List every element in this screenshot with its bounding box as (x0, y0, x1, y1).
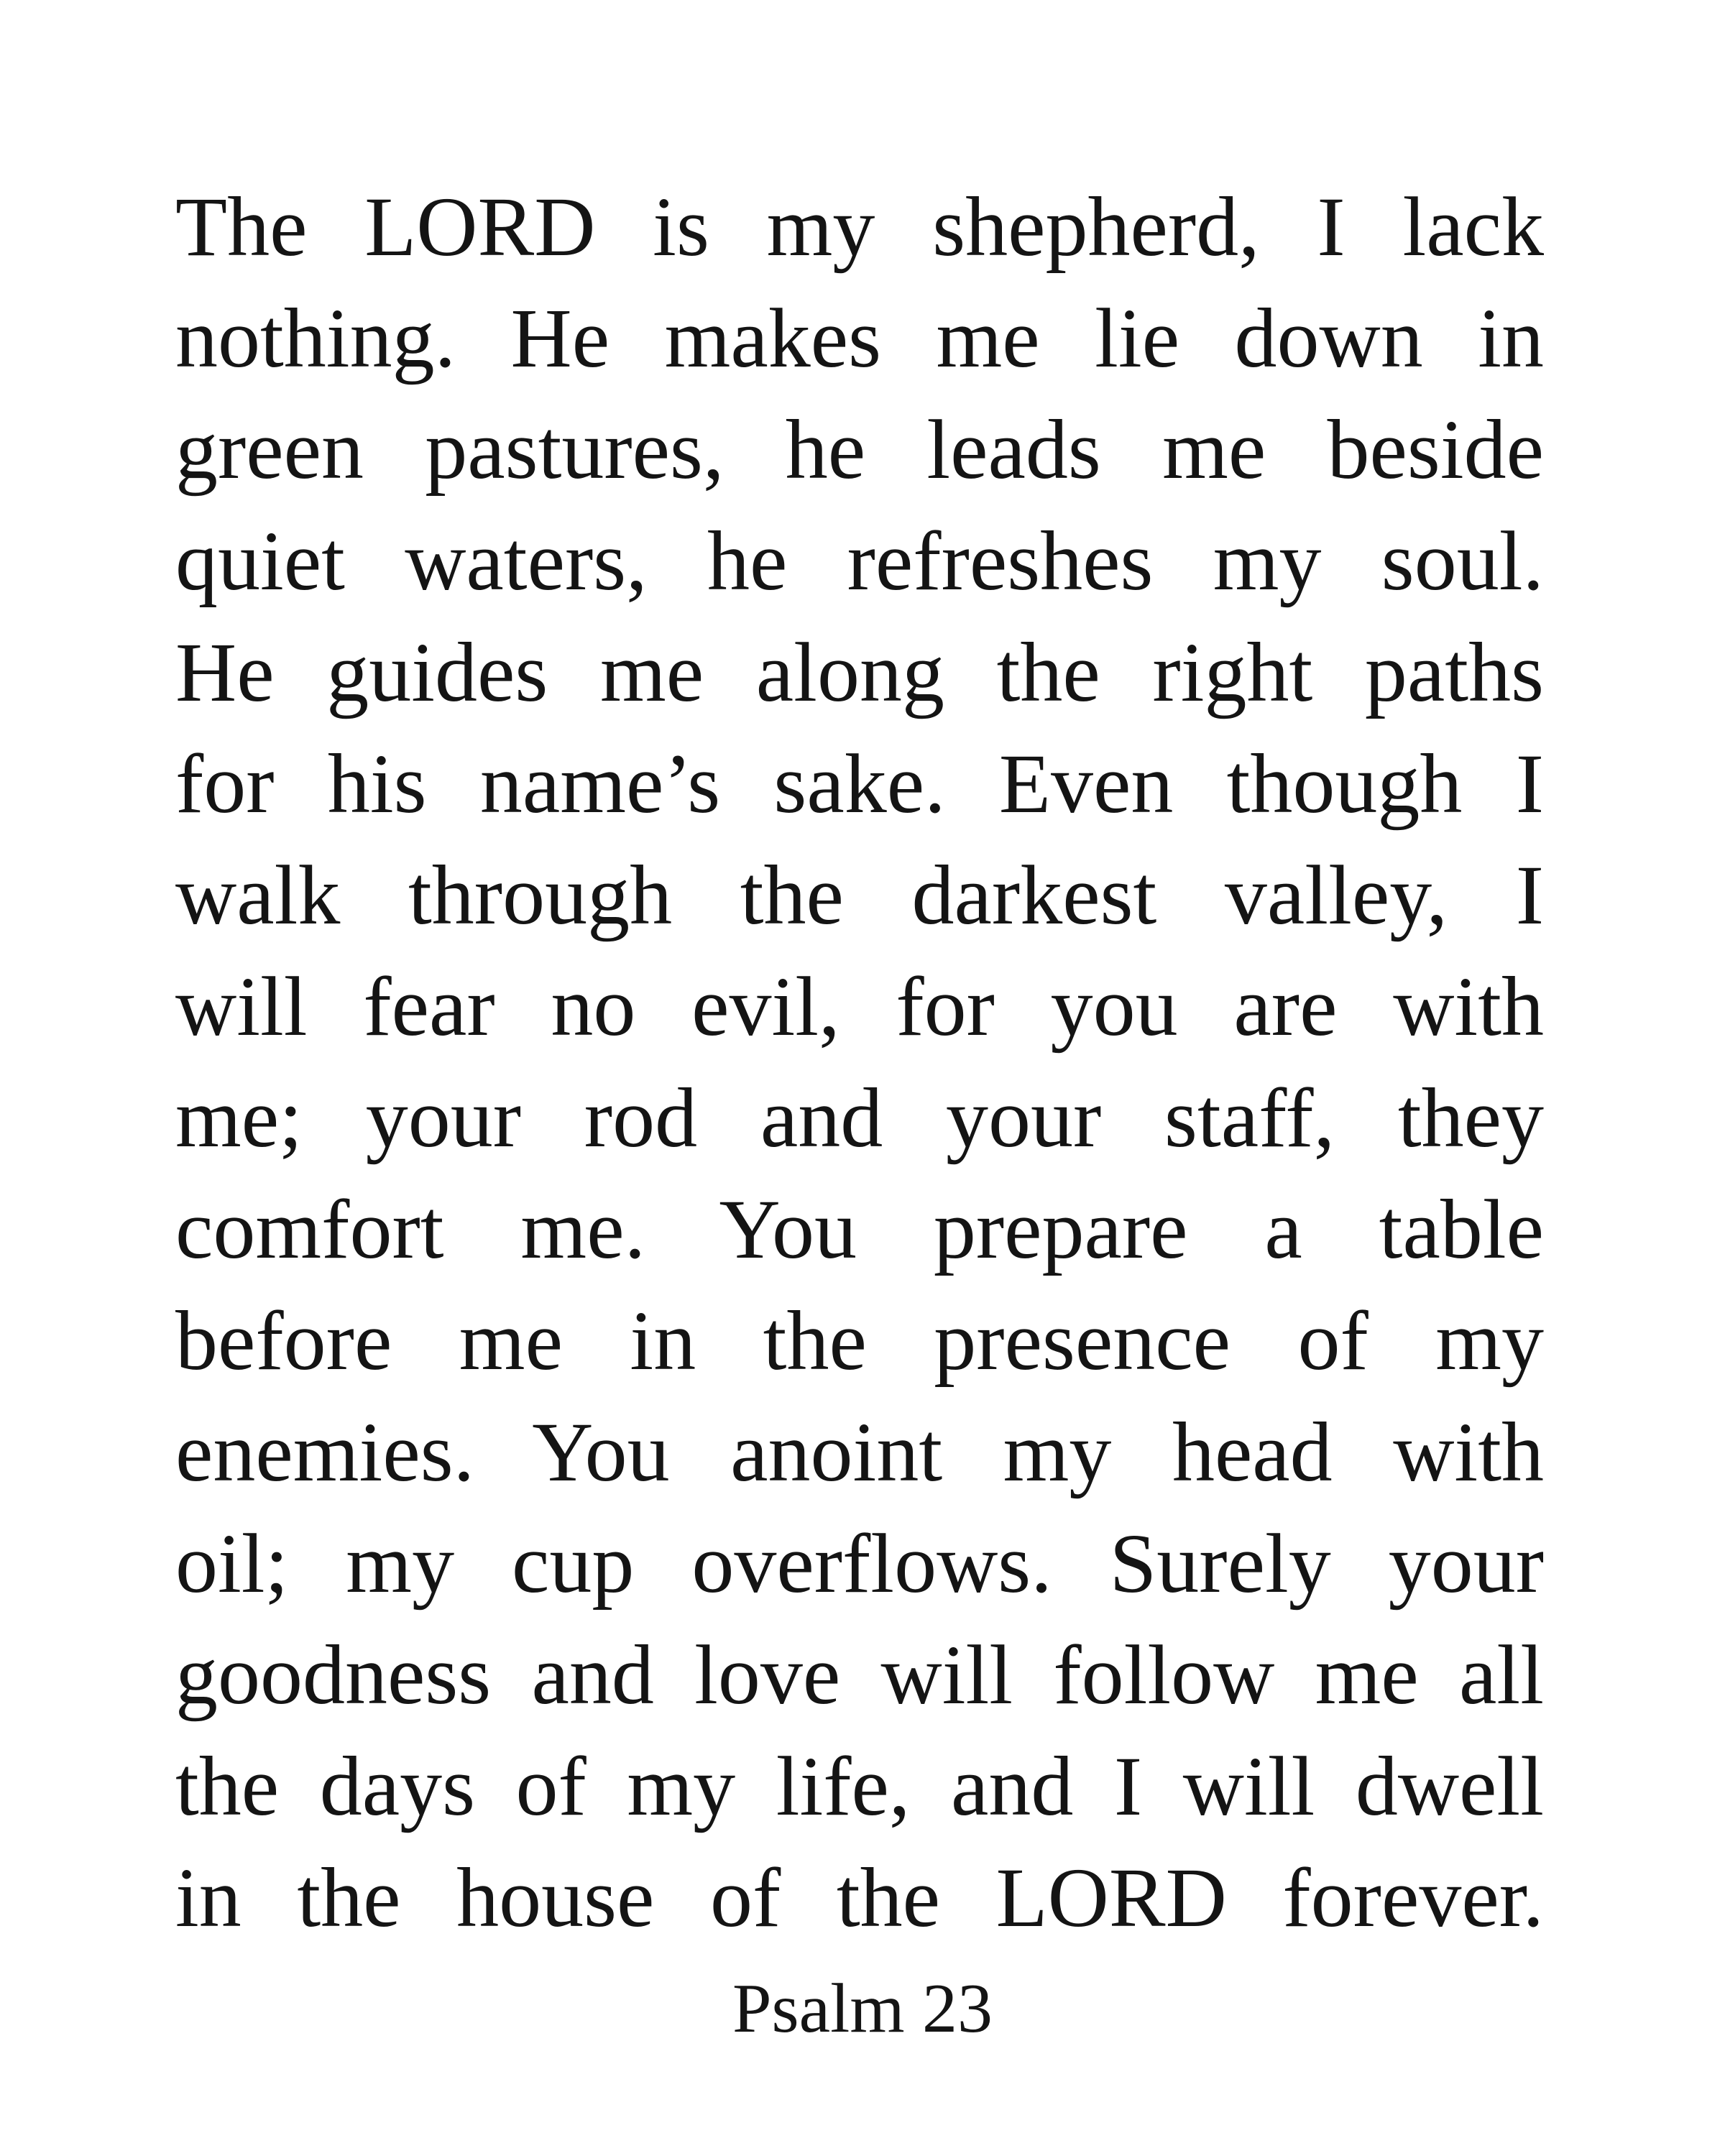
passage-line: walk through the darkest valley, I (175, 848, 1544, 942)
passage-line: The LORD is my shepherd, I lack (175, 180, 1544, 274)
passage-line: quiet waters, he refreshes my soul. (175, 514, 1544, 608)
passage-line: goodness and love will follow me all (175, 1628, 1544, 1722)
passage-line: nothing. He makes me lie down in (175, 291, 1544, 385)
passage-line: will fear no evil, for you are with (175, 959, 1544, 1054)
passage-line: comfort me. You prepare a table (175, 1182, 1544, 1276)
passage-line: He guides me along the right paths (175, 625, 1544, 719)
passage-line: before me in the presence of my (175, 1294, 1544, 1388)
passage-line: the days of my life, and I will dwell (175, 1739, 1544, 1833)
passage-line: me; your rod and your staff, they (175, 1071, 1544, 1165)
passage-line: oil; my cup overflows. Surely your (175, 1516, 1544, 1611)
passage-line: in the house of the LORD forever. (175, 1851, 1544, 1945)
scripture-reference: Psalm 23 (732, 1970, 993, 2047)
scripture-passage (175, 171, 1544, 1953)
passage-line: for his name’s sake. Even though I (175, 737, 1544, 831)
passage-line: enemies. You anoint my head with (175, 1405, 1544, 1499)
passage-line: green pastures, he leads me beside (175, 402, 1544, 497)
